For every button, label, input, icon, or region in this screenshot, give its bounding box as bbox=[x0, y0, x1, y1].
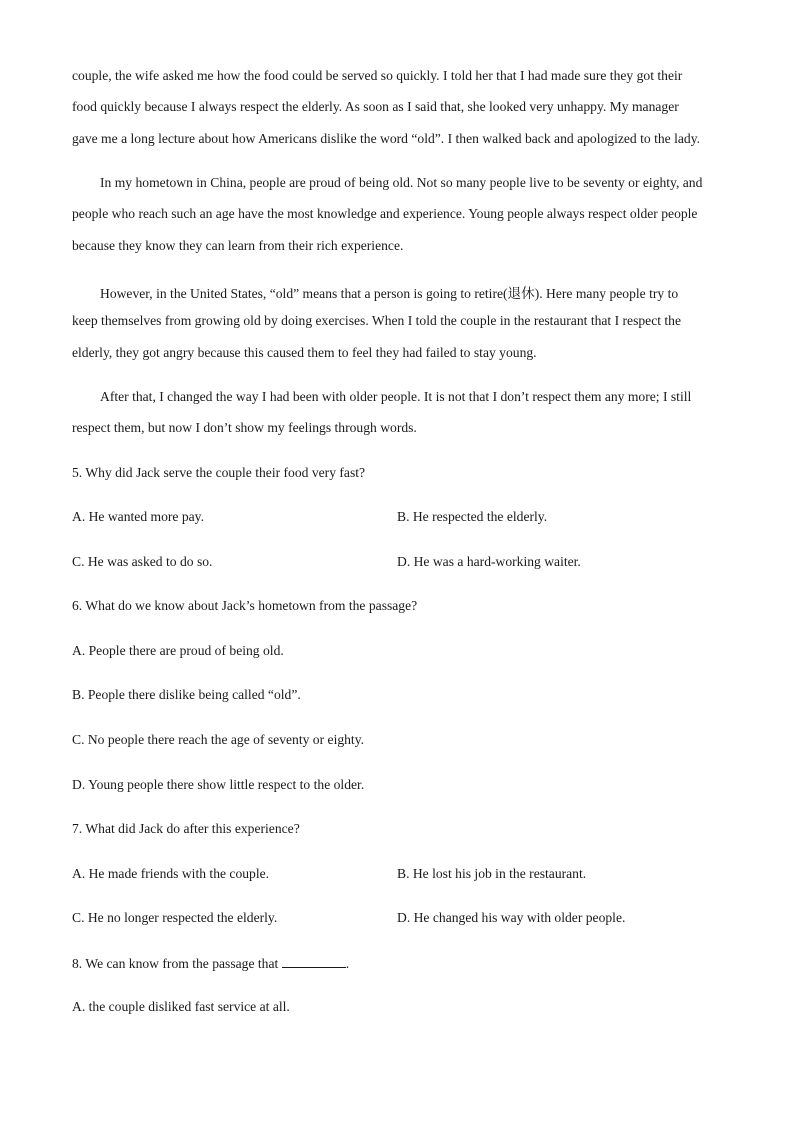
question-7-option-d: D. He changed his way with older people. bbox=[397, 910, 626, 925]
question-5-option-b: B. He respected the elderly. bbox=[397, 509, 548, 524]
passage-line: keep themselves from growing old by doing exercises. When I told the couple in the restaurant that I respect the bbox=[72, 313, 682, 328]
question-7-option-a: A. He made friends with the couple. bbox=[72, 866, 270, 881]
passage-line: However, in the United States, “old” means that a person is going to retire(退休). Here many people try to bbox=[100, 286, 679, 301]
question-7-stem: 7. What did Jack do after this experience? bbox=[72, 821, 300, 836]
passage-line: because they know they can learn from their rich experience. bbox=[72, 238, 404, 253]
question-6-option-d: D. Young people there show little respect to the older. bbox=[72, 777, 365, 792]
passage-line: couple, the wife asked me how the food could be served so quickly. I told her that I had made sure they got their bbox=[72, 68, 683, 83]
question-6-stem: 6. What do we know about Jack’s hometown from the passage? bbox=[72, 598, 418, 613]
question-5-option-a: A. He wanted more pay. bbox=[72, 509, 204, 524]
passage-line: gave me a long lecture about how Americans dislike the word “old”. I then walked back and apologized to the lady. bbox=[72, 131, 700, 146]
passage-line: respect them, but now I don’t show my feelings through words. bbox=[72, 420, 417, 435]
question-8-option-a: A. the couple disliked fast service at all. bbox=[72, 999, 290, 1014]
passage-line: food quickly because I always respect the elderly. As soon as I said that, she looked very unhappy. My manager bbox=[72, 99, 679, 114]
question-6-option-b: B. People there dislike being called “old”. bbox=[72, 687, 301, 702]
question-5-option-c: C. He was asked to do so. bbox=[72, 554, 213, 569]
question-8-stem bbox=[72, 955, 349, 972]
question-7-option-c: C. He no longer respected the elderly. bbox=[72, 910, 278, 925]
answer-blank bbox=[282, 955, 346, 968]
passage-line: people who reach such an age have the most knowledge and experience. Young people always respect older people bbox=[72, 206, 698, 221]
question-5-stem: 5. Why did Jack serve the couple their food very fast? bbox=[72, 465, 366, 480]
question-8-stem-end: . bbox=[345, 956, 350, 971]
passage-line: After that, I changed the way I had been with older people. It is not that I don’t respect them any more; I still bbox=[100, 389, 692, 404]
question-6-option-a: A. People there are proud of being old. bbox=[72, 643, 284, 658]
question-7-option-b: B. He lost his job in the restaurant. bbox=[397, 866, 587, 881]
question-6-option-c: C. No people there reach the age of seventy or eighty. bbox=[72, 732, 365, 747]
question-5-option-d: D. He was a hard-working waiter. bbox=[397, 554, 581, 569]
question-8-stem-text: 8. We can know from the passage that bbox=[72, 956, 279, 971]
passage-line: elderly, they got angry because this caused them to feel they had failed to stay young. bbox=[72, 345, 537, 360]
passage-line: In my hometown in China, people are proud of being old. Not so many people live to be seventy or eighty, and bbox=[100, 175, 703, 190]
